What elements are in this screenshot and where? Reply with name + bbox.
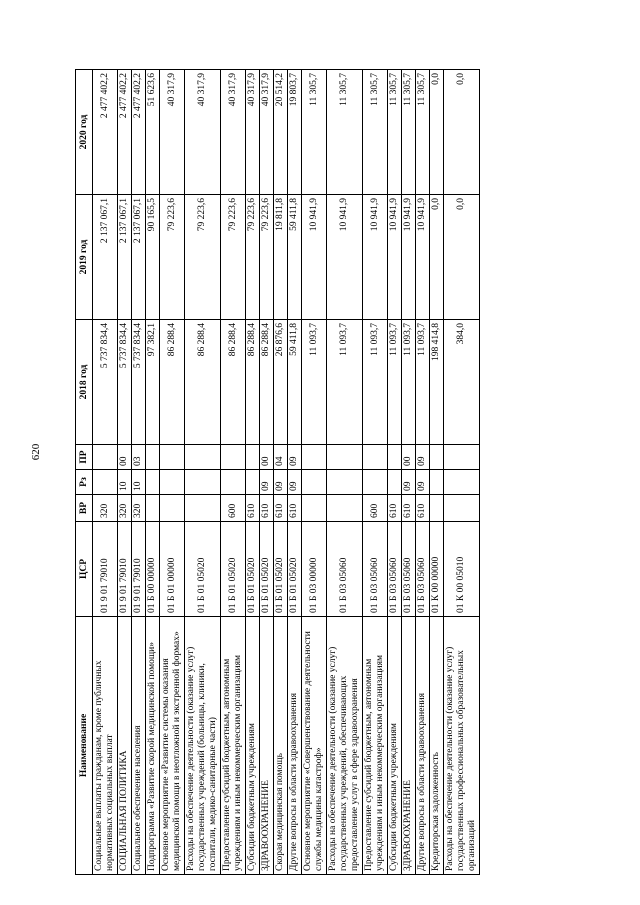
row-csr-cell: 01 Б 03 05060 — [416, 522, 430, 617]
row-2019-cell: 79 223,6 — [246, 195, 260, 320]
table-row — [288, 70, 302, 875]
row-csr-cell: 01 9 01 79010 — [132, 522, 146, 617]
header-csr: ЦСР — [76, 522, 93, 617]
row-vr-cell: 320 — [118, 495, 132, 522]
row-2019-cell: 10 941,9 — [327, 195, 363, 320]
table-row — [430, 70, 444, 875]
table-row — [416, 70, 430, 875]
row-pr-cell — [363, 445, 388, 470]
row-name-cell: Другие вопросы в области здравоохранения — [288, 617, 302, 875]
row-2019-cell: 79 223,6 — [185, 195, 221, 320]
row-2020-cell: 40 317,9 — [185, 70, 221, 195]
row-vr-cell: 320 — [93, 495, 118, 522]
header-2019: 2019 год — [76, 195, 93, 320]
row-rz-cell — [146, 470, 160, 495]
row-rz-cell — [388, 470, 402, 495]
row-2020-cell: 0,0 — [444, 70, 480, 195]
row-vr-cell — [146, 495, 160, 522]
row-2018-cell: 59 411,8 — [288, 320, 302, 445]
row-2020-cell: 40 317,9 — [246, 70, 260, 195]
row-name-cell: ЗДРАВООХРАНЕНИЕ — [402, 617, 416, 875]
table-row — [302, 70, 327, 875]
row-2019-cell: 79 223,6 — [160, 195, 185, 320]
row-vr-cell — [430, 495, 444, 522]
row-name-cell: Другие вопросы в области здравоохранения — [416, 617, 430, 875]
row-rz-cell — [302, 470, 327, 495]
row-2020-cell: 51 623,6 — [146, 70, 160, 195]
row-csr-cell: 01 Б 00 00000 — [146, 522, 160, 617]
row-rz-cell — [363, 470, 388, 495]
row-csr-cell: 01 Б 03 00000 — [302, 522, 327, 617]
row-name-cell: Основное мероприятие «Развитие системы оказания медицинской помощи в неотложной и экстренной формах» — [160, 617, 185, 875]
row-csr-cell: 01 К 00 00000 — [430, 522, 444, 617]
row-2019-cell: 0,0 — [444, 195, 480, 320]
row-name-cell: Подпрограмма «Развитие скорой медицинской помощи» — [146, 617, 160, 875]
row-name-cell: Субсидии бюджетным учреждениям — [388, 617, 402, 875]
row-rz-cell: 09 — [416, 470, 430, 495]
row-pr-cell — [430, 445, 444, 470]
table-row — [132, 70, 146, 875]
header-name: Наименование — [76, 617, 93, 875]
row-2019-cell: 2 137 067,1 — [118, 195, 132, 320]
row-csr-cell: 01 Б 01 05020 — [288, 522, 302, 617]
row-rz-cell: 10 — [118, 470, 132, 495]
row-2018-cell: 11 093,7 — [363, 320, 388, 445]
table-row — [146, 70, 160, 875]
table-body — [93, 70, 480, 875]
row-csr-cell: 01 Б 03 05060 — [327, 522, 363, 617]
row-2018-cell: 97 382,1 — [146, 320, 160, 445]
table-row — [118, 70, 132, 875]
row-vr-cell — [302, 495, 327, 522]
row-2020-cell: 11 305,7 — [302, 70, 327, 195]
header-2020: 2020 год — [76, 70, 93, 195]
row-csr-cell: 01 Б 01 00000 — [160, 522, 185, 617]
row-2018-cell: 11 093,7 — [327, 320, 363, 445]
header-rz: Рз — [76, 470, 93, 495]
row-pr-cell: 04 — [274, 445, 288, 470]
row-csr-cell: 01 Б 03 05060 — [388, 522, 402, 617]
header-2018: 2018 год — [76, 320, 93, 445]
row-2019-cell: 2 137 067,1 — [132, 195, 146, 320]
row-pr-cell — [185, 445, 221, 470]
row-2018-cell: 86 288,4 — [246, 320, 260, 445]
row-2018-cell: 11 093,7 — [388, 320, 402, 445]
row-name-cell: ЗДРАВООХРАНЕНИЕ — [260, 617, 274, 875]
row-rz-cell — [327, 470, 363, 495]
table-row — [402, 70, 416, 875]
row-2019-cell: 79 223,6 — [260, 195, 274, 320]
row-2019-cell: 79 223,6 — [221, 195, 246, 320]
row-vr-cell: 610 — [274, 495, 288, 522]
table-row — [93, 70, 118, 875]
row-rz-cell — [185, 470, 221, 495]
row-name-cell: Кредиторская задолженность — [430, 617, 444, 875]
row-rz-cell — [246, 470, 260, 495]
header-pr: ПР — [76, 445, 93, 470]
row-2018-cell: 5 737 834,4 — [118, 320, 132, 445]
row-pr-cell: 09 — [416, 445, 430, 470]
row-2018-cell: 5 737 834,4 — [132, 320, 146, 445]
row-name-cell: СОЦИАЛЬНАЯ ПОЛИТИКА — [118, 617, 132, 875]
row-csr-cell: 01 К 00 05010 — [444, 522, 480, 617]
table-row — [388, 70, 402, 875]
row-2020-cell: 2 477 402,2 — [132, 70, 146, 195]
row-pr-cell: 03 — [132, 445, 146, 470]
row-rz-cell — [93, 470, 118, 495]
row-vr-cell: 610 — [416, 495, 430, 522]
row-rz-cell: 09 — [288, 470, 302, 495]
row-2018-cell: 11 093,7 — [302, 320, 327, 445]
header-vr: ВР — [76, 495, 93, 522]
row-vr-cell — [327, 495, 363, 522]
row-pr-cell: 09 — [288, 445, 302, 470]
row-2018-cell: 86 288,4 — [221, 320, 246, 445]
row-rz-cell: 09 — [402, 470, 416, 495]
row-vr-cell: 600 — [221, 495, 246, 522]
row-rz-cell — [444, 470, 480, 495]
rotated-page — [75, 70, 542, 875]
row-csr-cell: 01 Б 03 05060 — [363, 522, 388, 617]
row-name-cell: Субсидии бюджетным учреждениям — [246, 617, 260, 875]
row-name-cell: Социальные выплаты гражданам, кроме публичных нормативных социальных выплат — [93, 617, 118, 875]
row-2019-cell: 0,0 — [430, 195, 444, 320]
row-csr-cell: 01 Б 01 05020 — [185, 522, 221, 617]
row-2020-cell: 11 305,7 — [416, 70, 430, 195]
row-pr-cell — [221, 445, 246, 470]
row-2019-cell: 10 941,9 — [363, 195, 388, 320]
row-2019-cell: 10 941,9 — [388, 195, 402, 320]
row-2019-cell: 10 941,9 — [416, 195, 430, 320]
row-pr-cell — [444, 445, 480, 470]
row-pr-cell: 00 — [118, 445, 132, 470]
row-2018-cell: 86 288,4 — [160, 320, 185, 445]
row-2019-cell: 2 137 067,1 — [93, 195, 118, 320]
row-pr-cell — [388, 445, 402, 470]
row-csr-cell: 01 Б 01 05020 — [246, 522, 260, 617]
row-rz-cell — [160, 470, 185, 495]
row-2018-cell: 86 288,4 — [260, 320, 274, 445]
row-pr-cell — [146, 445, 160, 470]
row-name-cell: Скорая медицинская помощь — [274, 617, 288, 875]
row-vr-cell — [160, 495, 185, 522]
row-vr-cell: 610 — [260, 495, 274, 522]
row-pr-cell: 00 — [402, 445, 416, 470]
row-2019-cell: 59 411,8 — [288, 195, 302, 320]
table-row — [260, 70, 274, 875]
row-2018-cell: 11 093,7 — [416, 320, 430, 445]
row-pr-cell: 00 — [260, 445, 274, 470]
table-row — [160, 70, 185, 875]
row-rz-cell: 09 — [260, 470, 274, 495]
table-row — [221, 70, 246, 875]
table-row — [444, 70, 480, 875]
row-name-cell: Расходы на обеспечение деятельности (оказание услуг) государственных учреждений, обеспечивающих предоставление услуг в сфере здравоохранения — [327, 617, 363, 875]
table-row — [327, 70, 363, 875]
row-2020-cell: 40 317,9 — [260, 70, 274, 195]
row-csr-cell: 01 Б 03 05060 — [402, 522, 416, 617]
row-rz-cell — [430, 470, 444, 495]
row-pr-cell — [160, 445, 185, 470]
table-row — [185, 70, 221, 875]
row-2020-cell: 11 305,7 — [388, 70, 402, 195]
row-2020-cell: 11 305,7 — [327, 70, 363, 195]
row-2020-cell: 11 305,7 — [402, 70, 416, 195]
row-name-cell: Социальное обеспечение населения — [132, 617, 146, 875]
row-pr-cell — [246, 445, 260, 470]
row-2020-cell: 11 305,7 — [363, 70, 388, 195]
row-2019-cell: 10 941,9 — [302, 195, 327, 320]
row-2018-cell: 11 093,7 — [402, 320, 416, 445]
row-name-cell: Основное мероприятие «Совершенствование деятельности службы медицины катастроф» — [302, 617, 327, 875]
row-csr-cell: 01 Б 01 05020 — [221, 522, 246, 617]
row-vr-cell: 610 — [246, 495, 260, 522]
table-header-row — [76, 70, 93, 875]
page-number: 620 — [30, 443, 42, 461]
row-name-cell: Предоставление субсидий бюджетным, автономным учреждениям и иным некоммерческим организациям — [221, 617, 246, 875]
row-2018-cell: 384,0 — [444, 320, 480, 445]
row-2020-cell: 2 477 402,2 — [93, 70, 118, 195]
row-2018-cell: 198 414,8 — [430, 320, 444, 445]
row-name-cell: Расходы на обеспечение деятельности (оказание услуг) государственных профессиональных образовательных организаций — [444, 617, 480, 875]
row-2019-cell: 10 941,9 — [402, 195, 416, 320]
row-pr-cell — [302, 445, 327, 470]
row-pr-cell — [93, 445, 118, 470]
row-csr-cell: 01 9 01 79010 — [93, 522, 118, 617]
row-csr-cell: 01 9 01 79010 — [118, 522, 132, 617]
row-2018-cell: 86 288,4 — [185, 320, 221, 445]
table-row — [274, 70, 288, 875]
table-row — [246, 70, 260, 875]
row-vr-cell: 320 — [132, 495, 146, 522]
row-csr-cell: 01 Б 01 05020 — [274, 522, 288, 617]
row-2018-cell: 5 737 834,4 — [93, 320, 118, 445]
row-csr-cell: 01 Б 01 05020 — [260, 522, 274, 617]
row-2019-cell: 90 165,5 — [146, 195, 160, 320]
row-name-cell: Предоставление субсидий бюджетным, автономным учреждениям и иным некоммерческим организациям — [363, 617, 388, 875]
row-rz-cell: 09 — [274, 470, 288, 495]
row-2018-cell: 26 876,6 — [274, 320, 288, 445]
budget-table — [75, 69, 480, 875]
row-vr-cell: 610 — [402, 495, 416, 522]
row-vr-cell: 610 — [288, 495, 302, 522]
row-2020-cell: 0,0 — [430, 70, 444, 195]
row-2020-cell: 2 477 402,2 — [118, 70, 132, 195]
row-rz-cell: 10 — [132, 470, 146, 495]
row-pr-cell — [327, 445, 363, 470]
row-vr-cell: 600 — [363, 495, 388, 522]
row-2020-cell: 40 317,9 — [221, 70, 246, 195]
row-vr-cell — [444, 495, 480, 522]
row-2019-cell: 19 811,8 — [274, 195, 288, 320]
row-name-cell: Расходы на обеспечение деятельности (оказание услуг) государственных учреждений (больницы, клиники, госпитали, медико-санитарные части) — [185, 617, 221, 875]
row-rz-cell — [221, 470, 246, 495]
row-2020-cell: 19 803,7 — [288, 70, 302, 195]
row-vr-cell — [185, 495, 221, 522]
row-vr-cell: 610 — [388, 495, 402, 522]
row-2020-cell: 20 514,2 — [274, 70, 288, 195]
table-row — [363, 70, 388, 875]
row-2020-cell: 40 317,9 — [160, 70, 185, 195]
